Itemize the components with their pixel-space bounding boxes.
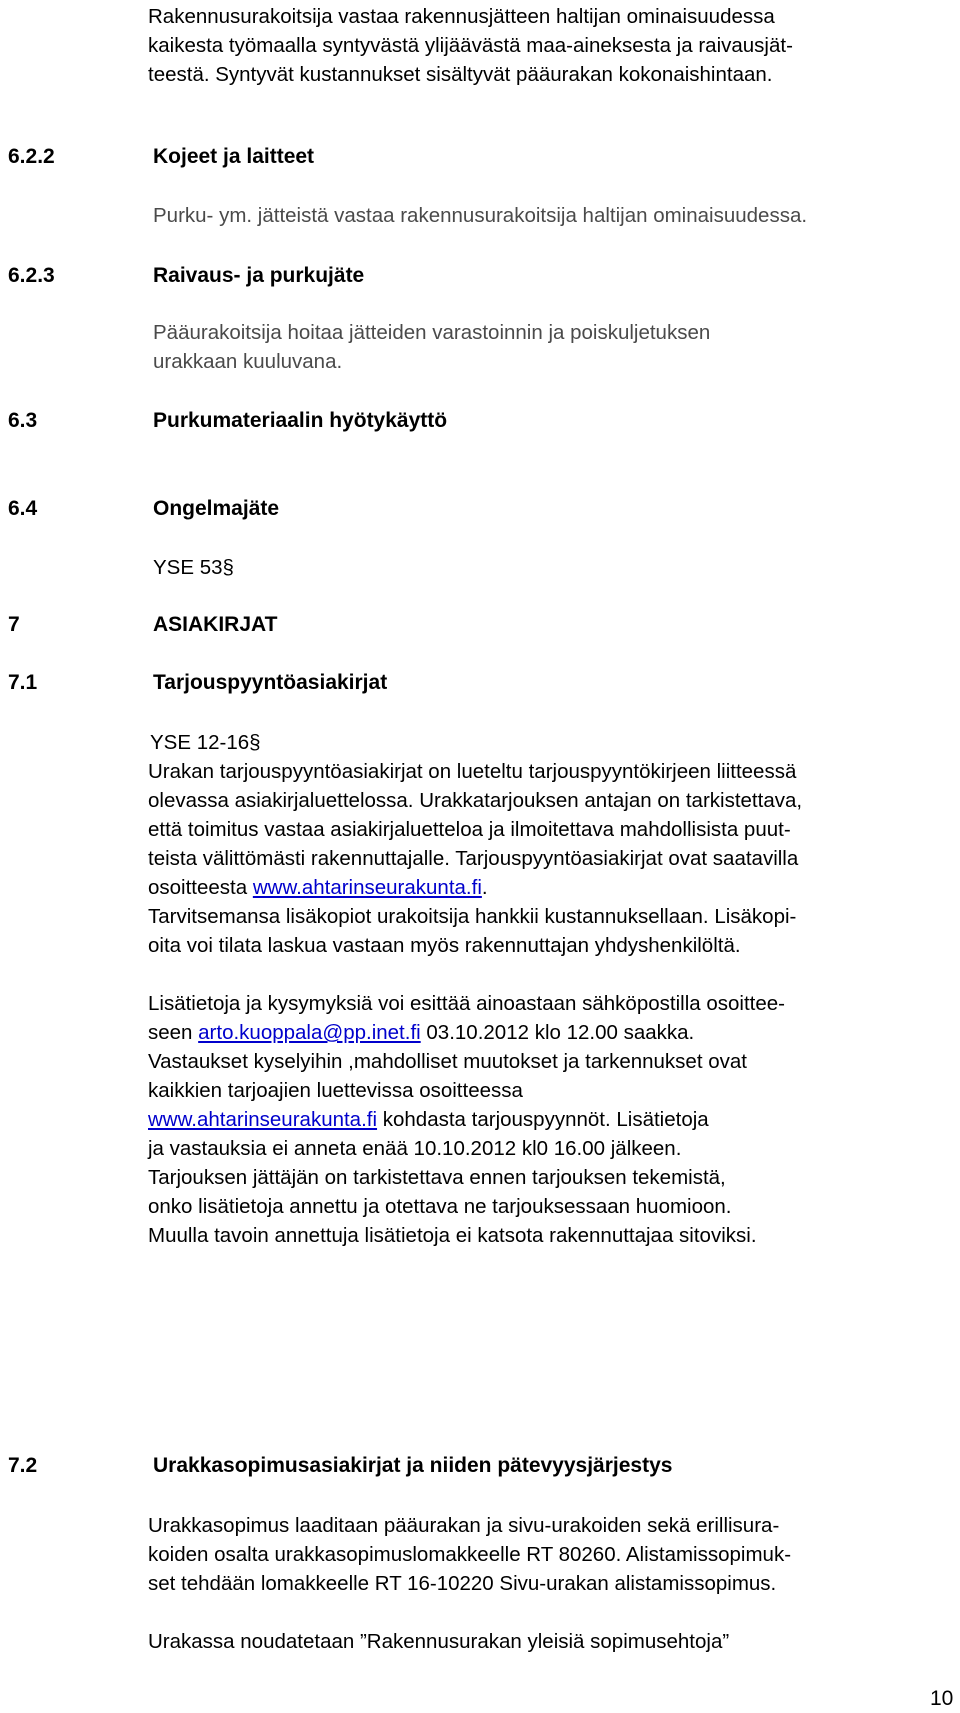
paragraph-text: seen [148, 1021, 199, 1044]
email-link[interactable]: arto.kuoppala@pp.inet.fi [198, 1021, 421, 1044]
section-number: 6.4 [8, 497, 38, 520]
chapter-title: ASIAKIRJAT [153, 613, 278, 636]
intro-line: kaikesta työmaalla syntyvästä ylijäävästä maa-aineksesta ja raivausjät- [148, 34, 793, 57]
paragraph-text: 03.10.2012 klo 12.00 saakka. [420, 1021, 695, 1044]
website-link[interactable]: www.ahtarinseurakunta.fi [252, 876, 482, 899]
paragraph-line [148, 873, 488, 902]
chapter-number: 7 [8, 613, 20, 636]
paragraph-line: ja vastauksia ei anneta enää 10.10.2012 kl0 16.00 jälkeen. [148, 1137, 682, 1160]
paragraph-line: Pääurakoitsija hoitaa jätteiden varastoinnin ja poiskuljetuksen [153, 321, 711, 344]
paragraph-text: kohdasta tarjouspyynnöt. Lisätietoja [377, 1108, 709, 1131]
section-number: 7.1 [8, 671, 38, 694]
paragraph-line: Urakkasopimus laaditaan pääurakan ja sivu-urakoiden sekä erillisura- [148, 1514, 780, 1537]
section-number: 6.3 [8, 409, 38, 432]
paragraph-line: teista välittömästi rakennuttajalle. Tarjouspyyntöasiakirjat ovat saatavilla [148, 847, 799, 870]
paragraph-text: osoitteesta [148, 876, 253, 899]
page-number: 10 [930, 1687, 954, 1710]
intro-line: teestä. Syntyvät kustannukset sisältyvät pääurakan kokonaishintaan. [148, 63, 773, 86]
section-title: Ongelmajäte [153, 497, 280, 520]
paragraph-line: Purku- ym. jätteistä vastaa rakennusurakoitsija haltijan ominaisuudessa. [153, 204, 808, 227]
website-link[interactable]: www.ahtarinseurakunta.fi [148, 1108, 378, 1131]
section-number: 6.2.3 [8, 264, 55, 287]
paragraph-line: Vastaukset kyselyihin ,mahdolliset muutokset ja tarkennukset ovat [148, 1050, 747, 1073]
paragraph-line: Lisätietoja ja kysymyksiä voi esittää ainoastaan sähköpostilla osoittee- [148, 992, 785, 1015]
paragraph-line [148, 1105, 709, 1134]
paragraph-line: Urakan tarjouspyyntöasiakirjat on lueteltu tarjouspyyntökirjeen liitteessä [148, 760, 797, 783]
paragraph-line: olevassa asiakirjaluettelossa. Urakkatarjouksen antajan on tarkistettava, [148, 789, 803, 812]
paragraph-line: Tarvitsemansa lisäkopiot urakoitsija hankkii kustannuksellaan. Lisäkopi- [148, 905, 797, 928]
section-title: Tarjouspyyntöasiakirjat [153, 671, 388, 694]
paragraph-text: . [481, 876, 488, 899]
paragraph-line: Urakassa noudatetaan ”Rakennusurakan yleisiä sopimusehtoja” [148, 1630, 730, 1653]
paragraph-line: Muulla tavoin annettuja lisätietoja ei katsota rakennuttajaa sitoviksi. [148, 1224, 757, 1247]
paragraph-line: oita voi tilata laskua vastaan myös rakennuttajan yhdyshenkilöltä. [148, 934, 741, 957]
section-title: Kojeet ja laitteet [153, 145, 315, 168]
intro-line: Rakennusurakoitsija vastaa rakennusjätteen haltijan ominaisuudessa [148, 5, 775, 28]
paragraph-line: että toimitus vastaa asiakirjaluetteloa ja ilmoitettava mahdollisista puut- [148, 818, 791, 841]
section-number: 6.2.2 [8, 145, 55, 168]
section-title: Urakkasopimusasiakirjat ja niiden pätevyysjärjestys [153, 1454, 673, 1477]
section-title: Raivaus- ja purkujäte [153, 264, 365, 287]
paragraph-line: set tehdään lomakkeelle RT 16-10220 Sivu-urakan alistamissopimus. [148, 1572, 777, 1595]
reference-text: YSE 12-16§ [150, 731, 261, 754]
reference-text: YSE 53§ [153, 556, 234, 579]
paragraph-line: koiden osalta urakkasopimuslomakkeelle RT 80260. Alistamissopimuk- [148, 1543, 792, 1566]
section-title: Purkumateriaalin hyötykäyttö [153, 409, 448, 432]
paragraph-line: Tarjouksen jättäjän on tarkistettava ennen tarjouksen tekemistä, [148, 1166, 726, 1189]
section-number: 7.2 [8, 1454, 38, 1477]
paragraph-line [148, 1018, 694, 1047]
paragraph-line: onko lisätietoja annettu ja otettava ne tarjouksessaan huomioon. [148, 1195, 732, 1218]
paragraph-line: urakkaan kuuluvana. [153, 350, 343, 373]
paragraph-line: kaikkien tarjoajien luettevissa osoitteessa [148, 1079, 523, 1102]
